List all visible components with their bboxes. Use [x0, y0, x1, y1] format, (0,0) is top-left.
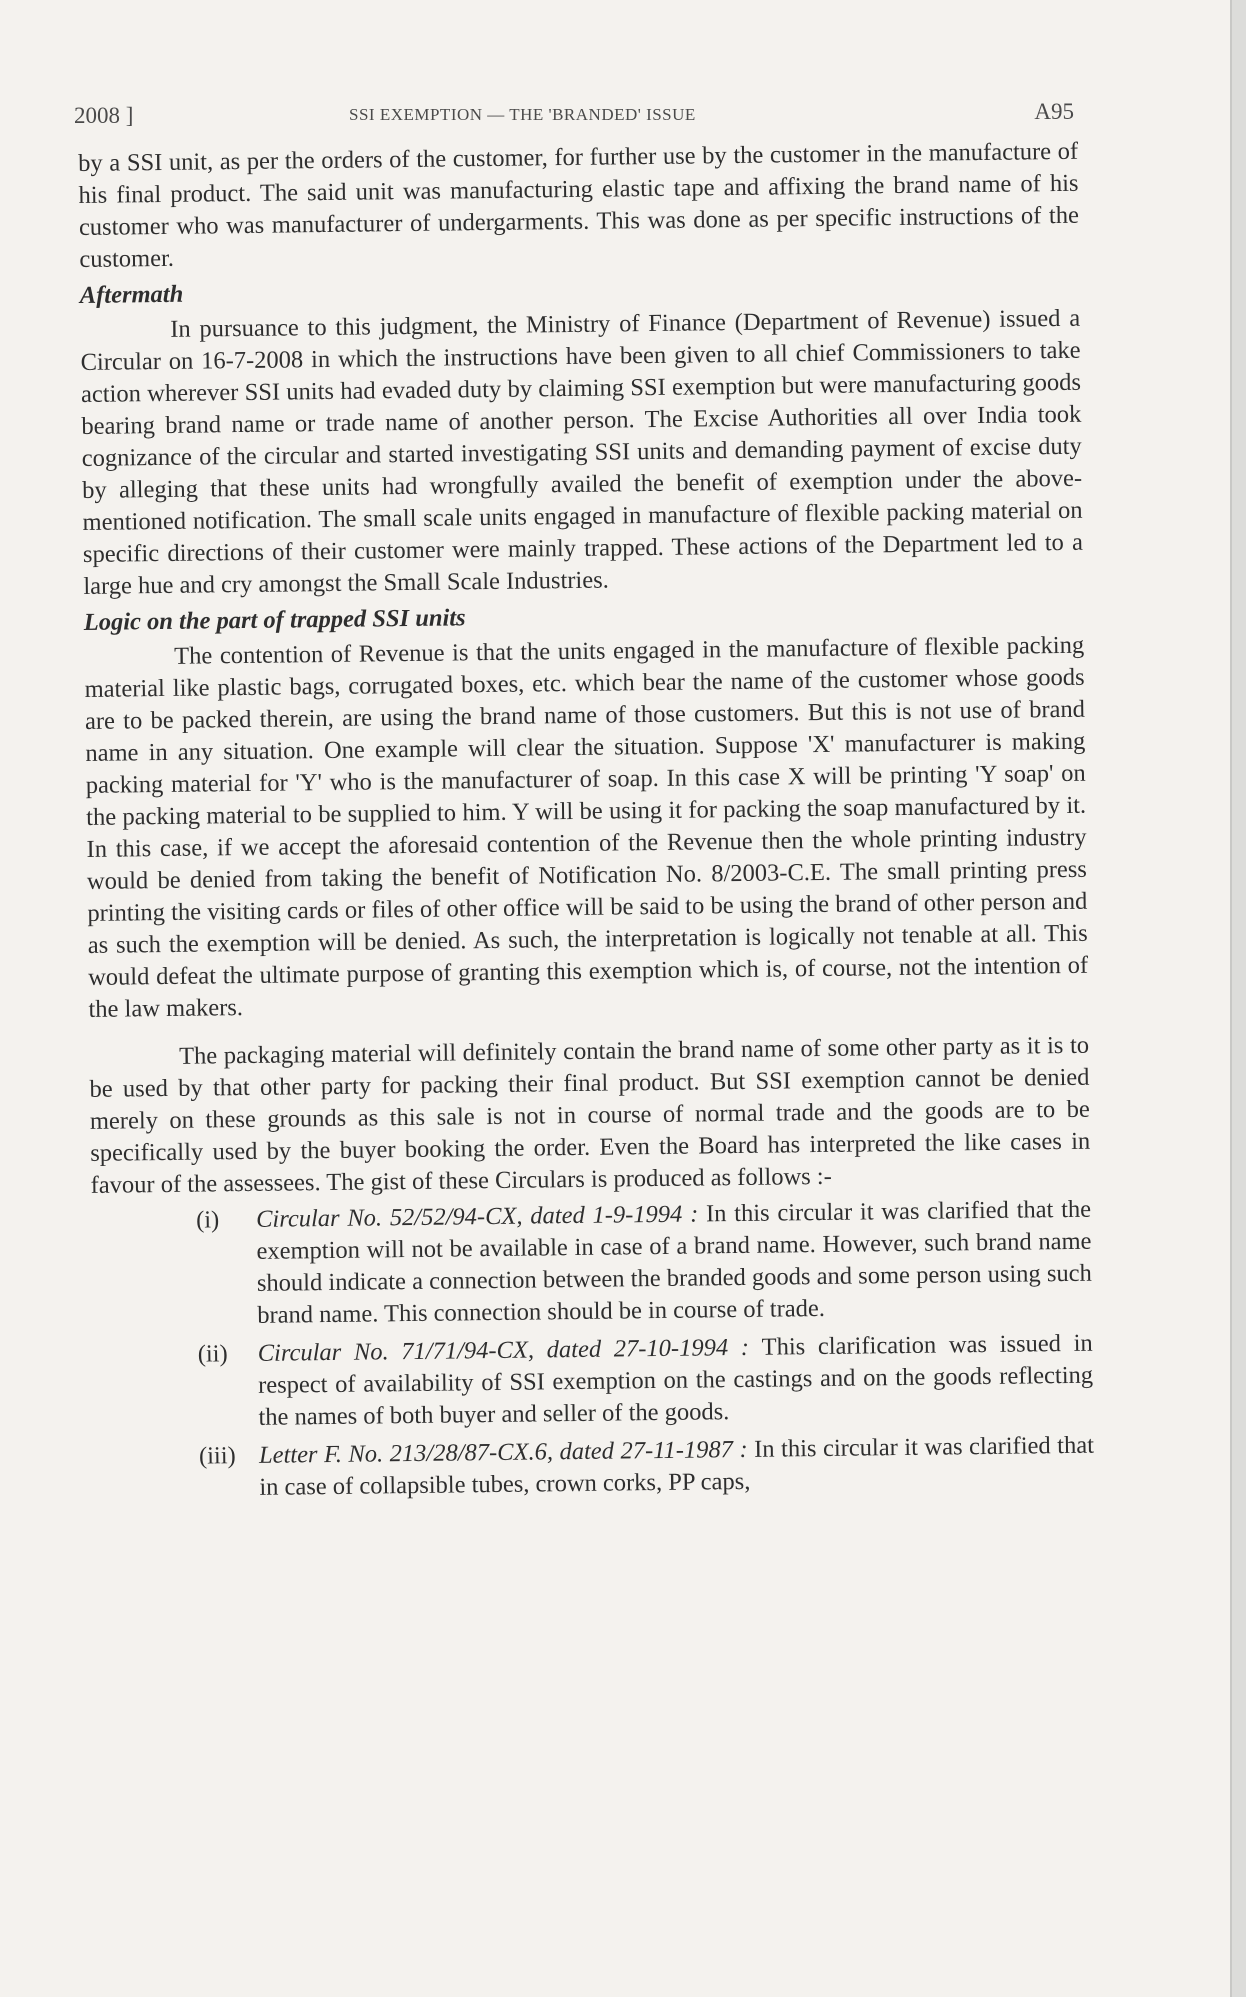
page-body [78, 136, 1095, 1512]
binding-gutter [1230, 0, 1246, 1997]
circular-text: In this circular it was clarified that in case of collapsible tubes, crown corks, PP caps, [259, 1431, 1095, 1501]
circular-list [91, 1194, 1095, 1506]
page-header [74, 97, 1074, 131]
running-title: SSI EXEMPTION — THE 'BRANDED' ISSUE [349, 105, 696, 124]
circular-item [91, 1194, 1092, 1334]
heading-logic: Logic on the part of trapped SSI units [83, 604, 466, 636]
heading-aftermath: Aftermath [79, 280, 184, 309]
circular-text: In this circular it was clarified that the exemption will not be available in case of a brand name. However, such brand name should indicate a connection between the branded goods and some person using such brand name. This connection should be in course of trade. [256, 1195, 1092, 1329]
running-year: 2008 ] [74, 103, 134, 128]
packaging-paragraph: The packaging material will definitely contain the brand name of some other party as it is to be used by that other party for packing their final product. But SSI exemption cannot be denied merely on these grounds as this sale is not in course of normal trade and the goods are to be specifically used by the buyer booking the order. Even the Board has interpreted the like cases in favour of the assessees. The gist of these Circulars is produced as follows :- [89, 1031, 1091, 1199]
circular-reference: Letter F. No. 213/28/87-CX.6, dated 27-11-1987 : [258, 1435, 755, 1469]
circular-reference: Circular No. 71/71/94-CX, dated 27-10-1994 : [257, 1333, 762, 1367]
logic-paragraph: The contention of Revenue is that the units engaged in the manufacture of flexible packing material like plastic bags, corrugated boxes, etc. which bear the name of the customer whose goods are to be packed therein, are using the brand name of those customers. But this is not use of brand name in any situation. One example will clear the situation. Suppose 'X' manufacturer is making packing material for 'Y' who is the manufacturer of soap. In this case X will be printing 'Y soap' on the packing material to be supplied to him. Y will be using it for packing the soap manufactured by it. In this case, if we accept the aforesaid contention of the Revenue then the whole printing industry would be denied from taking the benefit of Notification No. 8/2003-C.E. The small printing press printing the visiting cards or files of other office will be said to be using the brand of other person and as such the exemption will be denied. As such, the interpretation is logically not tenable at all. This would defeat the ultimate purpose of granting this exemption which is, of course, not the intention of the law makers. [84, 631, 1089, 1023]
circular-item [94, 1430, 1095, 1506]
opening-paragraph: by a SSI unit, as per the orders of the customer, for further use by the customer in the manufacture of his final product. The said unit was manufacturing elastic tape and affixing the brand name of his customer who was manufacturer of undergarments. This was done as per specific instructions of the customer. [78, 137, 1080, 273]
aftermath-paragraph: In pursuance to this judgment, the Ministry of Finance (Department of Revenue) issued a Circular on 16-7-2008 in which the instructions have been given to all chief Commissioners to take action wherever SSI units had evaded duty by claiming SSI exemption but were manufacturing goods bearing brand name or trade name of another person. The Excise Authorities all over India took cognizance of the circular and started investigating SSI units and demanding payment of excise duty by alleging that these units had wrongfully availed the benefit of exemption under the above-mentioned notification. The small scale units engaged in manufacture of flexible packing material on specific directions of their customer were mainly trapped. These actions of the Department led to a large hue and cry amongst the Small Scale Industries. [80, 304, 1084, 600]
page-number: A95 [1034, 99, 1074, 124]
list-number: (ii) [197, 1340, 228, 1368]
circular-reference: Circular No. 52/52/94-CX, dated 1-9-1994 : [255, 1200, 707, 1233]
circular-text: This clarification was issued in respect of availability of SSI exemption on the castings and on the goods reflecting the names of both buyer and seller of the goods. [257, 1329, 1094, 1431]
list-number: (iii) [198, 1442, 236, 1470]
list-number: (i) [195, 1206, 220, 1234]
circular-item [93, 1328, 1094, 1436]
